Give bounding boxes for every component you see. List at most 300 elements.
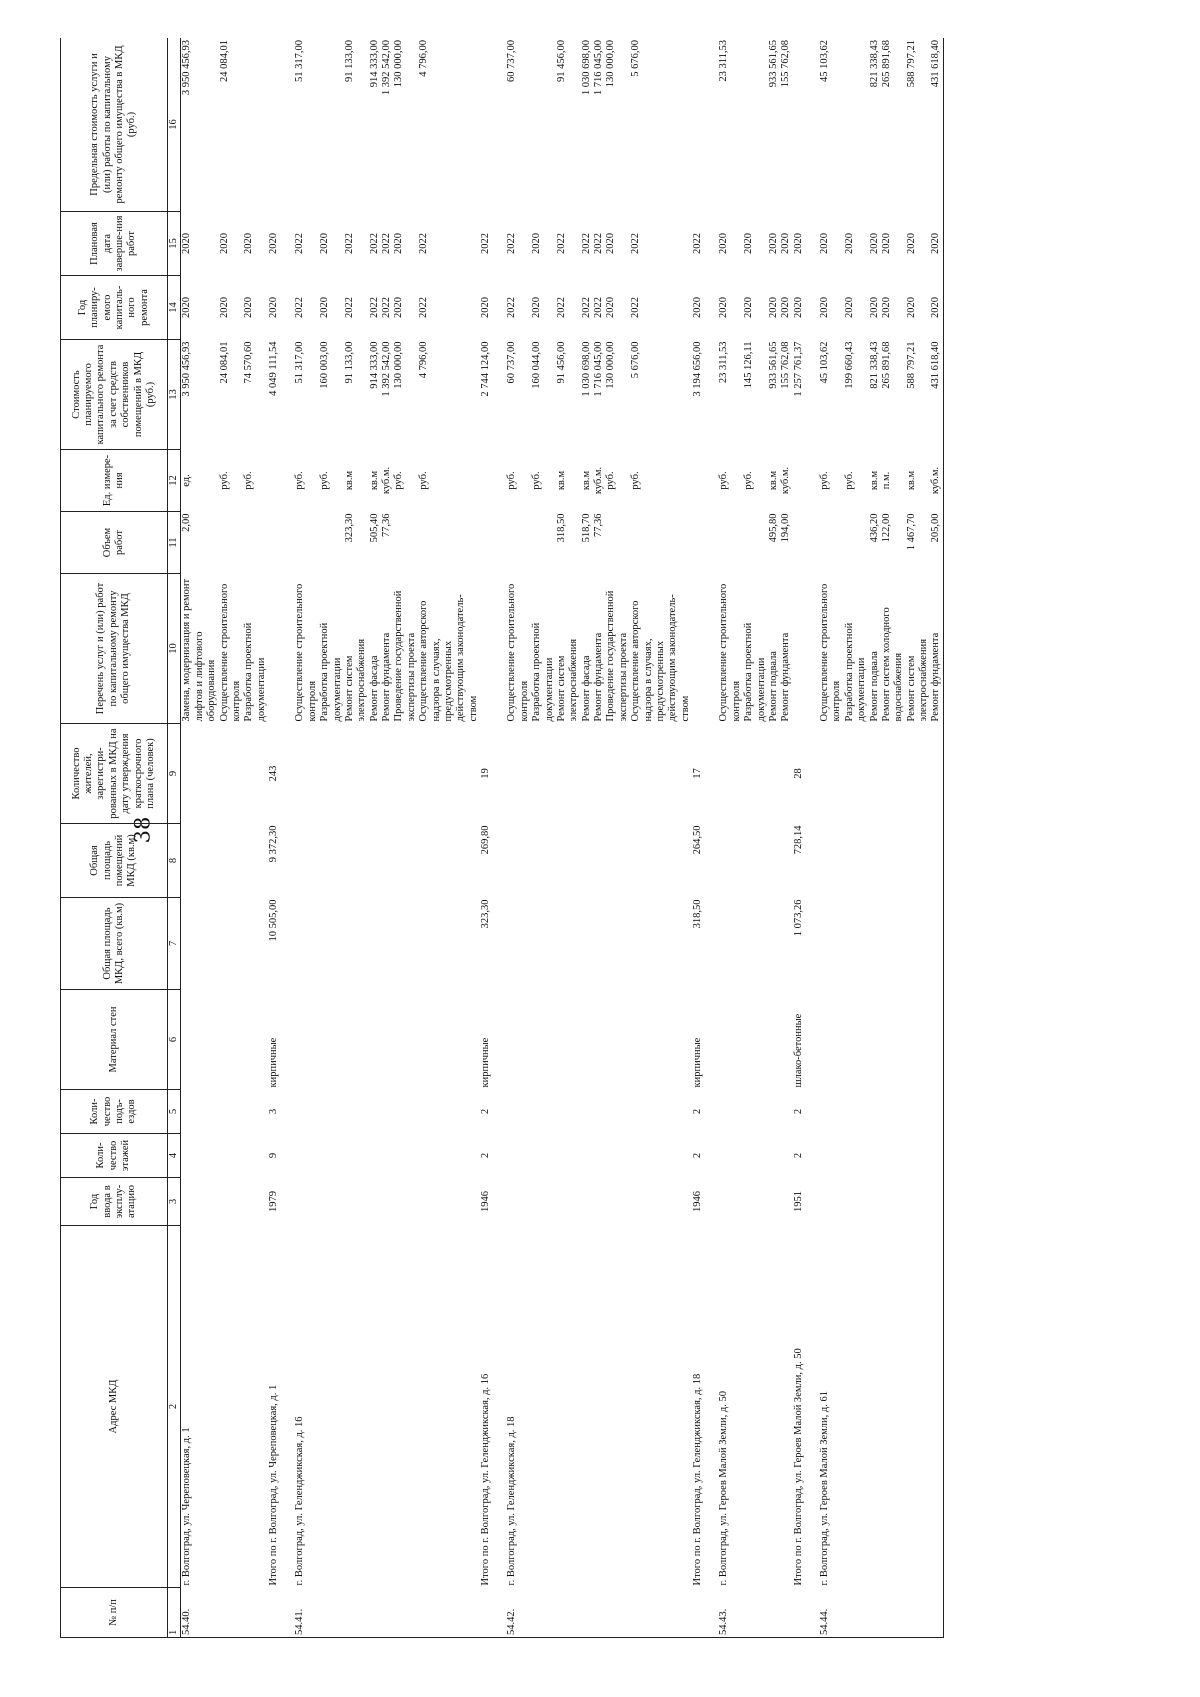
cell-col-1 <box>906 1588 931 1638</box>
cell-col-10: Проведение государственной экспертизы проекта <box>393 590 417 722</box>
cell-col-9 <box>593 724 605 824</box>
cell-col-13: 933 561,65 <box>767 341 779 389</box>
cell-col-7 <box>243 898 268 990</box>
spacer-row <box>492 38 506 1638</box>
cell-col-9 <box>243 724 268 824</box>
cell-col-11 <box>630 512 692 574</box>
cell-col-5 <box>556 1090 581 1134</box>
cell-col-13: 821 338,43 <box>868 341 880 389</box>
cell-col-13: 2 744 124,00 <box>480 341 491 397</box>
spacer-cell <box>704 1090 718 1134</box>
cell-col-14: 2022 <box>593 297 604 318</box>
cell-col-4 <box>381 1134 393 1178</box>
cell-col-3 <box>506 1178 531 1226</box>
cell-col-3 <box>556 1178 581 1226</box>
cell-col-4 <box>718 1134 743 1178</box>
cell-col-11 <box>844 512 869 574</box>
cell-col-15: 2020 <box>393 233 405 254</box>
cell-col-8 <box>718 824 743 898</box>
cell-col-12: руб. <box>319 471 331 490</box>
cell-col-5: 2 <box>692 1108 703 1115</box>
cell-col-7 <box>844 898 869 990</box>
cell-col-5 <box>294 1090 319 1134</box>
cell-col-15: 2022 <box>580 233 592 254</box>
cell-col-3 <box>743 1178 768 1226</box>
cell-col-9 <box>930 724 943 824</box>
cell-col-10: Ремонт фундамента <box>780 632 792 722</box>
cell-col-6 <box>344 990 369 1090</box>
cell-col-10: Проведение государственной экспертизы проекта <box>605 590 629 722</box>
cell-col-6 <box>531 990 556 1090</box>
cell-col-2 <box>906 1226 931 1588</box>
cell-col-1 <box>780 1588 792 1638</box>
cell-col-2: Итого по г. Волгоград, ул. Череповецкая, д. 1 <box>268 1384 279 1586</box>
table-row <box>294 38 319 1638</box>
cell-col-4 <box>819 1134 844 1178</box>
cell-col-6: кирпичные <box>480 1037 491 1088</box>
cell-col-3 <box>593 1178 605 1226</box>
cell-col-14: 2020 <box>319 297 331 318</box>
column-header-7: Общая площадь МКД, всего (кв.м) <box>61 898 168 990</box>
cell-col-6 <box>319 990 344 1090</box>
spacer-cell <box>492 574 506 724</box>
cell-col-4: 9 <box>268 1152 279 1159</box>
cell-col-7 <box>819 898 844 990</box>
cell-col-3: 1946 <box>692 1191 703 1212</box>
cell-col-9 <box>418 724 480 824</box>
cell-col-8 <box>393 824 418 898</box>
cell-col-10: Замена, модернизация и ремонт лифтов и лифтового оборудования <box>181 578 218 722</box>
cell-col-8 <box>906 824 931 898</box>
cell-col-9: 17 <box>692 768 703 779</box>
spacer-cell <box>704 724 718 824</box>
cell-col-13: 199 660,43 <box>843 341 855 389</box>
cell-col-16: 91 456,00 <box>556 38 581 212</box>
cell-col-2: г. Волгоград, ул. Череповецкая, д. 1 <box>181 1427 193 1586</box>
cell-col-12: кв.м <box>580 470 592 491</box>
column-header-5: Коли-чество подъ-ездов <box>61 1090 168 1134</box>
cell-col-6 <box>881 990 906 1090</box>
cell-col-11: 436,20 <box>868 513 880 543</box>
cell-col-5: 2 <box>480 1108 491 1115</box>
cell-col-16: 265 891,68 <box>881 38 906 212</box>
cell-col-1 <box>593 1588 605 1638</box>
cell-col-16: 4 796,00 <box>418 38 480 212</box>
cell-col-7 <box>344 898 369 990</box>
cell-col-2 <box>418 1226 480 1588</box>
spacer-cell <box>492 1226 506 1588</box>
cell-col-10: Ремонт фасада <box>368 655 380 722</box>
column-number-7: 7 <box>168 898 181 990</box>
spacer-cell <box>280 1588 294 1638</box>
cell-col-15: 2022 <box>506 233 518 254</box>
column-header-11: Объем работ <box>61 512 168 574</box>
cell-col-10: Осуществление строительного контроля <box>819 583 843 722</box>
cell-col-1: 54.40. <box>181 1588 219 1638</box>
cell-col-9 <box>605 724 630 824</box>
column-header-15: Плановая дата заверше-ния работ <box>61 212 168 276</box>
cell-col-9 <box>344 724 369 824</box>
cell-col-16 <box>531 38 556 212</box>
cell-col-8: 728,14 <box>792 825 804 855</box>
cell-col-3 <box>319 1178 344 1226</box>
spacer-cell <box>280 1134 294 1178</box>
cell-col-5 <box>630 1090 692 1134</box>
cell-col-10: Ремонт фундамента <box>930 574 943 724</box>
cell-col-13: 5 676,00 <box>630 341 642 379</box>
cell-col-16 <box>793 38 805 212</box>
cell-col-3 <box>819 1178 844 1226</box>
cell-col-6 <box>869 990 881 1090</box>
cell-col-4 <box>605 1134 630 1178</box>
cell-col-13: 4 796,00 <box>418 341 430 379</box>
cell-col-14: 2020 <box>605 297 617 318</box>
cell-col-2 <box>881 1226 906 1588</box>
table-row <box>531 38 556 1638</box>
cell-col-5 <box>219 1090 244 1134</box>
cell-col-10: Осуществление строительного контроля <box>294 583 318 722</box>
cell-col-10: Разработка проектной документации <box>743 622 767 722</box>
cell-col-11 <box>506 512 531 574</box>
cell-col-14: 2020 <box>767 297 779 318</box>
table-row <box>906 38 931 1638</box>
cell-col-6 <box>768 990 780 1090</box>
rotated-page <box>60 38 1137 1638</box>
cell-col-8 <box>381 824 393 898</box>
cell-col-10 <box>692 574 704 724</box>
cell-col-1 <box>605 1588 630 1638</box>
cell-col-13: 160 044,00 <box>531 341 543 389</box>
cell-col-14: 2022 <box>418 297 430 318</box>
cell-col-8 <box>605 824 630 898</box>
cell-col-10: Осуществление строительного контроля <box>718 583 742 722</box>
document-frame <box>60 38 1137 1638</box>
cell-col-14: 2022 <box>555 297 567 318</box>
cell-col-9 <box>369 724 381 824</box>
cell-col-7 <box>381 898 393 990</box>
cell-col-6 <box>593 990 605 1090</box>
cell-col-5 <box>768 1090 780 1134</box>
cell-col-3 <box>768 1178 780 1226</box>
cell-col-5 <box>593 1090 605 1134</box>
cell-col-9 <box>906 724 931 824</box>
cell-col-8: 269,80 <box>480 825 491 855</box>
cell-col-11 <box>418 512 480 574</box>
cell-col-11: 518,70 <box>580 513 592 543</box>
cell-col-10: Ремонт систем электроснабжения <box>905 638 929 722</box>
cell-col-12: руб. <box>506 471 518 490</box>
cell-col-2 <box>768 1226 780 1588</box>
cell-col-11: 1 467,70 <box>905 513 917 551</box>
spacer-cell <box>492 212 506 276</box>
cell-col-15: 2022 <box>418 233 430 254</box>
cell-col-5 <box>819 1090 844 1134</box>
cell-col-4 <box>768 1134 780 1178</box>
cell-col-14: 2020 <box>743 297 755 318</box>
column-number-11: 11 <box>168 512 181 574</box>
cell-col-10: Ремонт систем электроснабжения <box>343 638 368 722</box>
cell-col-7 <box>593 898 605 990</box>
column-number-10: 10 <box>168 574 181 724</box>
cell-col-2: г. Волгоград, ул. Героев Малой Земли, д. 50 <box>718 1390 730 1586</box>
cell-col-2: Итого по г. Волгоград, ул. Геленджикская, д. 16 <box>480 1373 491 1586</box>
cell-col-2 <box>393 1226 418 1588</box>
column-number-6: 6 <box>168 990 181 1090</box>
table-row <box>506 38 531 1638</box>
cell-col-6 <box>819 990 844 1090</box>
subtotal-row <box>480 38 492 1638</box>
cell-col-15: 2022 <box>555 233 567 254</box>
cell-col-2 <box>219 1226 244 1588</box>
cell-col-6 <box>581 990 593 1090</box>
spacer-cell <box>805 1134 819 1178</box>
cell-col-6 <box>844 990 869 1090</box>
cell-col-7 <box>219 898 244 990</box>
cell-col-8 <box>819 824 844 898</box>
cell-col-1 <box>369 1588 381 1638</box>
cell-col-6: кирпичные <box>268 1037 279 1088</box>
spacer-row <box>704 38 718 1638</box>
cell-col-2 <box>630 1226 692 1588</box>
cell-col-12: руб. <box>630 471 642 490</box>
cell-col-11 <box>819 512 844 574</box>
cell-col-9 <box>780 724 792 824</box>
cell-col-8 <box>743 824 768 898</box>
cell-col-2: г. Волгоград, ул. Геленджикская, д. 16 <box>294 1416 306 1586</box>
cell-col-15: 2020 <box>268 233 279 254</box>
table-row <box>344 38 369 1638</box>
cell-col-6 <box>393 990 418 1090</box>
spacer-cell <box>492 1090 506 1134</box>
cell-col-16: 3 950 456,93 <box>181 38 219 212</box>
column-number-9: 9 <box>168 724 181 824</box>
cell-col-5 <box>393 1090 418 1134</box>
cell-col-11 <box>793 512 805 574</box>
cell-col-7 <box>556 898 581 990</box>
cell-col-13: 265 891,68 <box>880 341 892 389</box>
cell-col-16: 155 762,08 <box>780 38 792 212</box>
spacer-cell <box>704 450 718 512</box>
cell-col-8 <box>418 824 480 898</box>
cell-col-2 <box>930 1226 943 1588</box>
cell-col-3 <box>930 1178 943 1226</box>
cell-col-1 <box>344 1588 369 1638</box>
cell-col-14: 2020 <box>792 297 804 318</box>
cell-col-8 <box>581 824 593 898</box>
column-number-13: 13 <box>168 340 181 450</box>
cell-col-14: 2020 <box>480 297 491 318</box>
cell-col-1 <box>480 1588 492 1638</box>
cell-col-7 <box>605 898 630 990</box>
cell-col-10: Ремонт фундамента <box>593 632 604 722</box>
cell-col-5 <box>881 1090 906 1134</box>
cell-col-7 <box>630 898 692 990</box>
cell-col-9 <box>181 724 219 824</box>
cell-col-14: 2020 <box>819 297 830 318</box>
spacer-cell <box>492 340 506 450</box>
spacer-cell <box>492 450 506 512</box>
spacer-cell <box>280 1226 294 1588</box>
cell-col-1: 54.44. <box>819 1588 844 1638</box>
cell-col-13: 4 049 111,54 <box>268 341 279 396</box>
cell-col-15: 2020 <box>819 233 830 254</box>
cell-col-15: 2020 <box>767 233 779 254</box>
cell-col-9 <box>869 724 881 824</box>
cell-col-5 <box>581 1090 593 1134</box>
cell-col-13: 155 762,08 <box>780 341 792 389</box>
cell-col-1 <box>630 1588 692 1638</box>
cell-col-3 <box>630 1178 692 1226</box>
cell-col-14: 2022 <box>381 297 392 318</box>
cell-col-13: 91 133,00 <box>343 341 355 384</box>
cell-col-15: 2020 <box>930 212 943 276</box>
cell-col-7 <box>531 898 556 990</box>
cell-col-9 <box>819 724 844 824</box>
spacer-cell <box>704 276 718 340</box>
cell-col-4 <box>906 1134 931 1178</box>
cell-col-4 <box>243 1134 268 1178</box>
cell-col-12 <box>480 450 492 512</box>
cell-col-14: 2020 <box>531 297 543 318</box>
spacer-cell <box>492 724 506 824</box>
cell-col-14: 2020 <box>930 276 943 340</box>
cell-col-8 <box>844 824 869 898</box>
cell-col-13: 588 797,21 <box>905 341 917 389</box>
cell-col-10 <box>268 574 280 724</box>
cell-col-4 <box>344 1134 369 1178</box>
cell-col-6 <box>556 990 581 1090</box>
column-number-4: 4 <box>168 1134 181 1178</box>
cell-col-7: 1 073,26 <box>792 899 804 937</box>
cell-col-10: Осуществление строительного контроля <box>218 583 242 722</box>
cell-col-15: 2020 <box>743 233 755 254</box>
cell-col-10 <box>480 574 492 724</box>
cell-col-11: 205,00 <box>930 512 943 574</box>
cell-col-9 <box>844 724 869 824</box>
column-number-12: 12 <box>168 450 181 512</box>
column-header-14: Год планиру-емого капиталь-ного ремонта <box>61 276 168 340</box>
cell-col-11: 323,30 <box>343 513 355 543</box>
cell-col-14: 2020 <box>181 297 193 318</box>
cell-col-8 <box>930 824 943 898</box>
cell-col-16 <box>692 38 704 212</box>
column-number-15: 15 <box>168 212 181 276</box>
cell-col-3 <box>718 1178 743 1226</box>
table-row <box>819 38 844 1638</box>
cell-col-16: 821 338,43 <box>869 38 881 212</box>
cell-col-12: куб.м. <box>381 466 392 495</box>
cell-col-11 <box>243 512 268 574</box>
cell-col-2 <box>556 1226 581 1588</box>
cell-col-4 <box>630 1134 692 1178</box>
cell-col-7 <box>718 898 743 990</box>
spacer-cell <box>280 450 294 512</box>
cell-col-16: 1 716 045,00 <box>593 38 605 212</box>
cell-col-2 <box>743 1226 768 1588</box>
cell-col-8 <box>531 824 556 898</box>
cell-col-1 <box>581 1588 593 1638</box>
cell-col-13: 1 257 761,37 <box>792 341 804 397</box>
cell-col-12: куб.м. <box>930 450 943 512</box>
cell-col-15: 2022 <box>381 233 392 254</box>
spacer-cell <box>704 212 718 276</box>
cell-col-3: 1951 <box>792 1191 804 1212</box>
spacer-cell <box>492 1588 506 1638</box>
cell-col-11 <box>480 512 492 574</box>
cell-col-2 <box>369 1226 381 1588</box>
cell-col-12: ед. <box>181 474 193 487</box>
cell-col-4 <box>369 1134 381 1178</box>
cell-col-5 <box>780 1090 792 1134</box>
cell-col-2 <box>844 1226 869 1588</box>
spacer-cell <box>492 1134 506 1178</box>
cell-col-16: 5 676,00 <box>630 38 692 212</box>
cell-col-10: Осуществление авторского надзора в случаях, предусмотренных действующим законодатель-ством <box>630 594 691 722</box>
cell-col-5 <box>844 1090 869 1134</box>
cell-col-1 <box>556 1588 581 1638</box>
spacer-cell <box>805 276 819 340</box>
cell-col-11 <box>268 512 280 574</box>
cell-col-7 <box>418 898 480 990</box>
column-number-2: 2 <box>168 1226 181 1588</box>
cell-col-1 <box>881 1588 906 1638</box>
cell-col-4 <box>844 1134 869 1178</box>
spacer-cell <box>704 898 718 990</box>
cell-col-4 <box>581 1134 593 1178</box>
spacer-cell <box>492 898 506 990</box>
column-header-8: Общая площадь помещений МКД (кв.м) <box>61 824 168 898</box>
cell-col-4 <box>181 1134 219 1178</box>
cell-col-12: руб. <box>531 471 543 490</box>
cell-col-2 <box>381 1226 393 1588</box>
subtotal-row <box>692 38 704 1638</box>
cell-col-4 <box>418 1134 480 1178</box>
cell-col-8 <box>881 824 906 898</box>
cell-col-8 <box>181 824 219 898</box>
cell-col-3 <box>844 1178 869 1226</box>
table-row <box>243 38 268 1638</box>
cell-col-5 <box>605 1090 630 1134</box>
cell-col-12: кв.м <box>343 470 355 491</box>
cell-col-13: 1 716 045,00 <box>593 341 604 397</box>
cell-col-1 <box>418 1588 480 1638</box>
spacer-cell <box>805 38 819 212</box>
cell-col-12 <box>793 450 805 512</box>
cell-col-12: кв.м <box>767 470 779 491</box>
cell-col-7 <box>743 898 768 990</box>
cell-col-16: 130 000,00 <box>393 38 418 212</box>
table-row <box>930 38 943 1638</box>
spacer-cell <box>492 1178 506 1226</box>
cell-col-15: 2020 <box>605 233 617 254</box>
column-header-1: № п/п <box>61 1588 168 1638</box>
cell-col-9 <box>294 724 319 824</box>
spacer-cell <box>280 512 294 574</box>
cell-col-4: 2 <box>480 1152 491 1159</box>
cell-col-11: 505,40 <box>368 513 380 543</box>
cell-col-5 <box>418 1090 480 1134</box>
cell-col-6 <box>780 990 792 1090</box>
column-header-10: Перечень услуг и (или) работ по капитальному ремонту общего имущества МКД <box>61 574 168 724</box>
table-row <box>319 38 344 1638</box>
spacer-cell <box>492 276 506 340</box>
column-header-13: Стоимость планируемого капитального ремонта за счет средств собственников помещений в МКД (руб.) <box>61 340 168 450</box>
cell-col-7: 323,30 <box>480 899 491 929</box>
cell-col-5 <box>531 1090 556 1134</box>
cell-col-12: куб.м. <box>593 466 604 495</box>
cell-col-16: 933 561,65 <box>768 38 780 212</box>
cell-col-13: 60 737,00 <box>506 341 518 384</box>
